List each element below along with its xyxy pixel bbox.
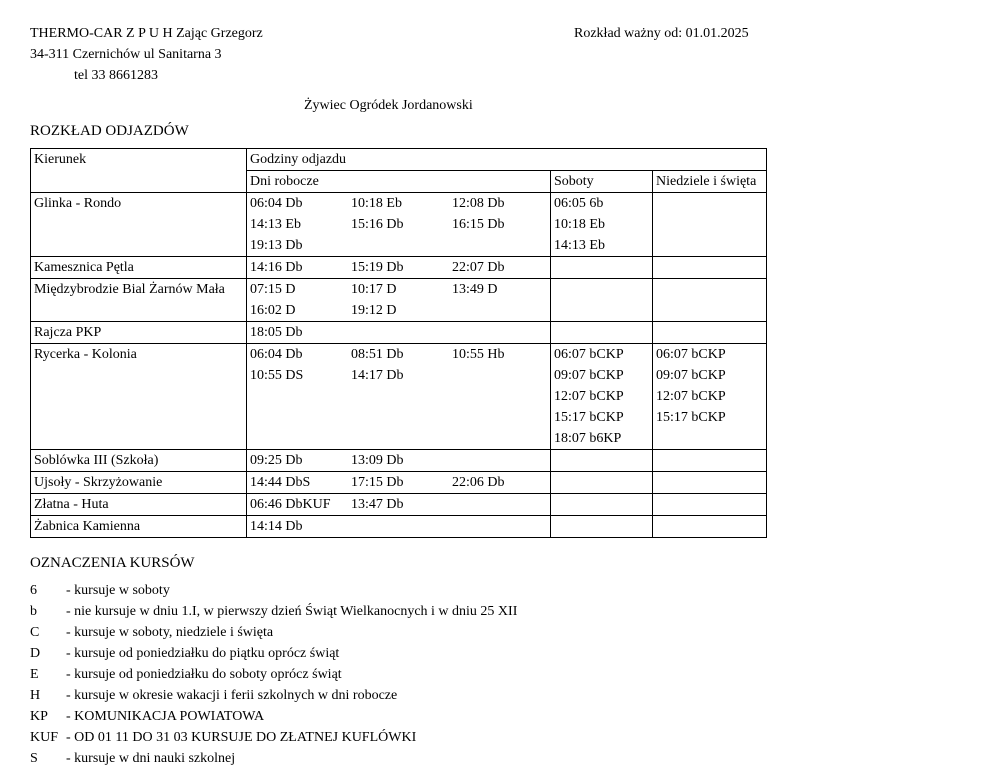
legend-title: OZNACZENIA KURSÓW — [30, 555, 195, 571]
weekday-times-cell — [247, 193, 551, 257]
departure-time: 15:17 bCKP — [554, 410, 624, 425]
legend-item — [30, 706, 517, 727]
departure-time: 06:07 bCKP — [656, 347, 726, 362]
departure-time: 09:07 bCKP — [656, 368, 726, 383]
times-header: Godziny odjazdu — [247, 149, 767, 171]
legend-item — [30, 601, 517, 622]
departure-time: 19:13 Db — [250, 238, 303, 253]
legend-description: - KOMUNIKACJA POWIATOWA — [66, 709, 265, 724]
legend-code: C — [30, 625, 40, 640]
schedule-title: ROZKŁAD ODJAZDÓW — [30, 123, 189, 139]
weekday-times-cell — [247, 279, 551, 322]
departure-time: 12:07 bCKP — [656, 389, 726, 404]
sunday-header: Niedziele i święta — [653, 171, 767, 193]
legend-item — [30, 727, 517, 748]
weekday-times-cell — [247, 322, 551, 344]
saturday-times-cell — [551, 450, 653, 472]
schedule-table — [30, 148, 767, 538]
sunday-times-cell — [653, 279, 767, 322]
departure-time: 07:15 D — [250, 282, 296, 297]
sunday-times-cell — [653, 193, 767, 257]
company-address: 34-311 Czernichów ul Sanitarna 3 — [30, 47, 222, 62]
company-name: THERMO-CAR Z P U H Zając Grzegorz — [30, 26, 263, 41]
weekday-times-cell — [247, 344, 551, 450]
legend-list — [30, 580, 517, 769]
legend-item — [30, 643, 517, 664]
legend-description: - kursuje w dni nauki szkolnej — [66, 751, 236, 766]
direction-cell: Złatna - Huta — [31, 494, 247, 516]
weekday-times-cell — [247, 257, 551, 279]
schedule-row — [31, 494, 767, 516]
departure-time: 15:17 bCKP — [656, 410, 726, 425]
legend-description: - nie kursuje w dniu 1.I, w pierwszy dzień Świąt Wielkanocnych i w dniu 25 XII — [66, 604, 518, 619]
company-phone: tel 33 8661283 — [74, 68, 158, 83]
legend-code: KP — [30, 709, 48, 724]
saturday-times-cell — [551, 494, 653, 516]
departure-time: 10:55 DS — [250, 368, 304, 383]
departure-time: 06:07 bCKP — [554, 347, 624, 362]
sunday-times-cell — [653, 472, 767, 494]
direction-cell: Soblówka III (Szkoła) — [31, 450, 247, 472]
saturday-times-cell — [551, 257, 653, 279]
direction-cell: Rycerka - Kolonia — [31, 344, 247, 450]
departure-time: 19:12 D — [351, 303, 397, 318]
direction-cell: Kamesznica Pętla — [31, 257, 247, 279]
saturday-header: Soboty — [551, 171, 653, 193]
departure-time: 12:08 Db — [452, 196, 505, 211]
departure-time: 14:44 DbS — [250, 475, 311, 490]
departure-time: 14:14 Db — [250, 519, 303, 534]
schedule-row — [31, 472, 767, 494]
direction-cell: Międzybrodzie Bial Żarnów Mała — [31, 279, 247, 322]
weekday-times-cell — [247, 516, 551, 538]
legend-description: - kursuje od poniedziałku do piątku oprócz świąt — [66, 646, 340, 661]
weekday-times-cell — [247, 494, 551, 516]
departure-time: 12:07 bCKP — [554, 389, 624, 404]
departure-time: 22:07 Db — [452, 260, 505, 275]
departure-time: 08:51 Db — [351, 347, 404, 362]
direction-cell: Glinka - Rondo — [31, 193, 247, 257]
legend-item — [30, 685, 517, 706]
legend-description: - OD 01 11 DO 31 03 KURSUJE DO ZŁATNEJ KUFLÓWKI — [66, 730, 417, 745]
sunday-times-cell — [653, 322, 767, 344]
saturday-times-cell — [551, 193, 653, 257]
legend-code: S — [30, 751, 38, 766]
legend-code: b — [30, 604, 37, 619]
sunday-times-cell — [653, 257, 767, 279]
departure-time: 16:15 Db — [452, 217, 505, 232]
departure-time: 14:16 Db — [250, 260, 303, 275]
legend-item — [30, 622, 517, 643]
direction-cell: Żabnica Kamienna — [31, 516, 247, 538]
legend-code: H — [30, 688, 41, 703]
legend-code: KUF — [30, 730, 59, 745]
departure-time: 13:09 Db — [351, 453, 404, 468]
departure-time: 06:05 6b — [554, 196, 604, 211]
schedule-row — [31, 193, 767, 257]
departure-time: 10:18 Eb — [351, 196, 402, 211]
saturday-times-cell — [551, 516, 653, 538]
departure-time: 10:55 Hb — [452, 347, 505, 362]
sunday-times-cell — [653, 516, 767, 538]
departure-time: 06:46 DbKUF — [250, 497, 331, 512]
departure-time: 17:15 Db — [351, 475, 404, 490]
direction-cell: Rajcza PKP — [31, 322, 247, 344]
departure-time: 15:19 Db — [351, 260, 404, 275]
schedule-row — [31, 257, 767, 279]
legend-description: - kursuje w soboty, niedziele i święta — [66, 625, 274, 640]
sunday-times-cell — [653, 494, 767, 516]
departure-time: 14:13 Eb — [554, 238, 605, 253]
departure-time: 16:02 D — [250, 303, 296, 318]
saturday-times-cell — [551, 322, 653, 344]
departure-time: 13:47 Db — [351, 497, 404, 512]
legend-code: D — [30, 646, 41, 661]
legend-item — [30, 580, 517, 601]
sunday-times-cell — [653, 450, 767, 472]
legend-description: - kursuje w okresie wakacji i ferii szkolnych w dni robocze — [66, 688, 398, 703]
weekday-times-cell — [247, 450, 551, 472]
schedule-row — [31, 322, 767, 344]
saturday-times-cell — [551, 279, 653, 322]
stop-name: Żywiec Ogródek Jordanowski — [304, 98, 473, 113]
departure-time: 18:05 Db — [250, 325, 303, 340]
schedule-row — [31, 344, 767, 450]
legend-description: - kursuje od poniedziałku do soboty oprócz świąt — [66, 667, 342, 682]
departure-time: 09:25 Db — [250, 453, 303, 468]
legend-item — [30, 748, 517, 769]
saturday-times-cell — [551, 472, 653, 494]
departure-time: 18:07 b6KP — [554, 431, 622, 446]
valid-from-date: Rozkład ważny od: 01.01.2025 — [574, 26, 749, 41]
schedule-row — [31, 279, 767, 322]
departure-time: 09:07 bCKP — [554, 368, 624, 383]
departure-time: 13:49 D — [452, 282, 498, 297]
departure-time: 15:16 Db — [351, 217, 404, 232]
weekdays-header: Dni robocze — [247, 171, 551, 193]
saturday-times-cell — [551, 344, 653, 450]
direction-cell: Ujsoły - Skrzyżowanie — [31, 472, 247, 494]
departure-time: 22:06 Db — [452, 475, 505, 490]
legend-item — [30, 664, 517, 685]
departure-time: 14:13 Eb — [250, 217, 301, 232]
legend-code: 6 — [30, 583, 37, 598]
direction-header: Kierunek — [31, 149, 247, 193]
weekday-times-cell — [247, 472, 551, 494]
departure-time: 06:04 Db — [250, 347, 303, 362]
departure-time: 06:04 Db — [250, 196, 303, 211]
schedule-row — [31, 516, 767, 538]
departure-time: 14:17 Db — [351, 368, 404, 383]
schedule-row — [31, 450, 767, 472]
departure-time: 10:18 Eb — [554, 217, 605, 232]
departure-time: 10:17 D — [351, 282, 397, 297]
sunday-times-cell — [653, 344, 767, 450]
legend-code: E — [30, 667, 39, 682]
legend-description: - kursuje w soboty — [66, 583, 170, 598]
